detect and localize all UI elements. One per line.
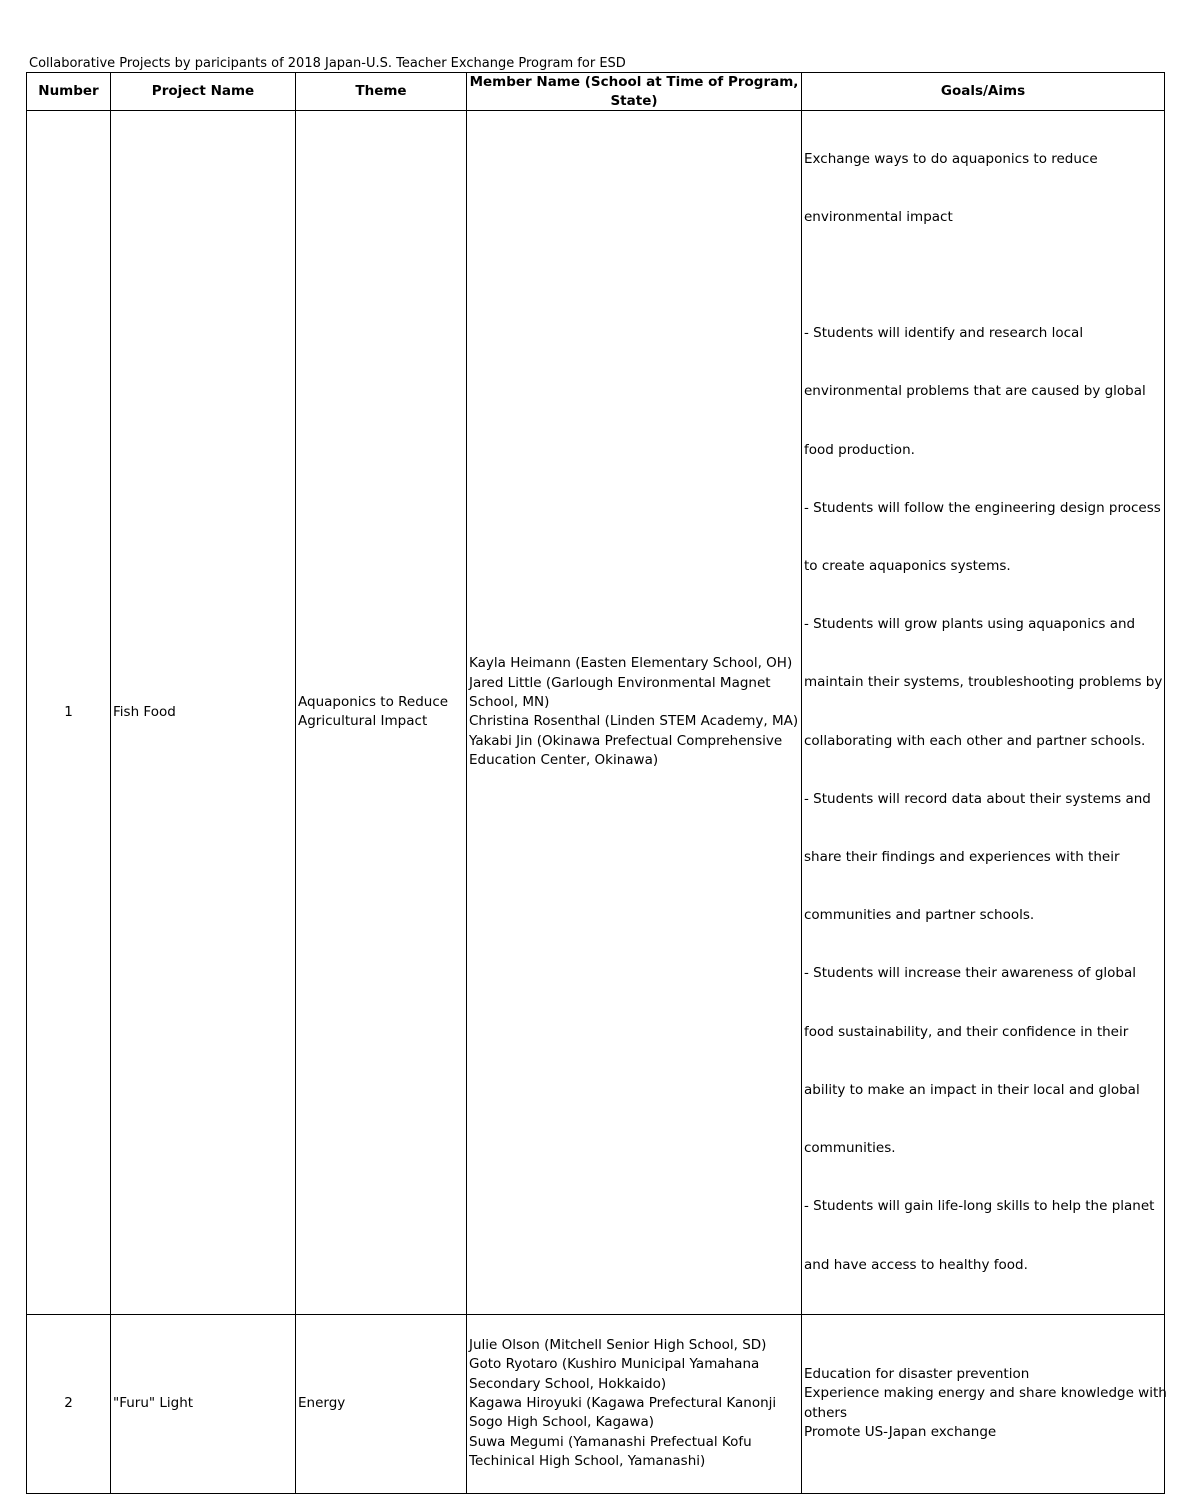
member-line: Jared Little (Garlough Environmental Magnet bbox=[469, 674, 771, 691]
theme-line: Energy bbox=[298, 1395, 346, 1412]
cell-project-name: "Furu" Light bbox=[111, 1314, 296, 1493]
table-row bbox=[27, 1314, 1165, 1493]
goal-intro-line: Exchange ways to do aquaponics to reduce bbox=[804, 150, 1098, 167]
goal-line: - Students will grow plants using aquaponics and bbox=[804, 616, 1136, 633]
cell-theme bbox=[296, 1314, 467, 1493]
cell-number: 2 bbox=[27, 1314, 111, 1493]
header-project-name: Project Name bbox=[111, 73, 296, 111]
member-line: Education Center, Okinawa) bbox=[469, 752, 659, 769]
goal-line: food production. bbox=[804, 441, 915, 458]
header-theme: Theme bbox=[296, 73, 467, 111]
member-line: Christina Rosenthal (Linden STEM Academy, MA) bbox=[469, 713, 799, 730]
header-member-name bbox=[467, 73, 802, 111]
goal-line: and have access to healthy food. bbox=[804, 1256, 1028, 1273]
goal-line: environmental problems that are caused by global bbox=[804, 383, 1146, 400]
cell-theme bbox=[296, 111, 467, 1315]
header-goals: Goals/Aims bbox=[802, 73, 1165, 111]
goal-line: communities. bbox=[804, 1140, 896, 1157]
goal-line: - Students will follow the engineering design process bbox=[804, 499, 1161, 516]
member-line: School, MN) bbox=[469, 693, 550, 710]
goal-line: Experience making energy and share knowledge with bbox=[804, 1385, 1167, 1402]
header-row bbox=[27, 73, 1165, 111]
member-line: Secondary School, Hokkaido) bbox=[469, 1375, 667, 1392]
goal-line: share their findings and experiences with their bbox=[804, 849, 1120, 866]
goal-line: - Students will record data about their systems and bbox=[804, 790, 1151, 807]
member-line: Julie Olson (Mitchell Senior High School, SD) bbox=[469, 1336, 767, 1353]
header-number: Number bbox=[27, 73, 111, 111]
goal-line: communities and partner schools. bbox=[804, 907, 1035, 924]
goal-line: food sustainability, and their confidence in their bbox=[804, 1023, 1129, 1040]
member-line: Kagawa Hiroyuki (Kagawa Prefectural Kanonji bbox=[469, 1395, 777, 1412]
member-line: Yakabi Jin (Okinawa Prefectual Comprehensive bbox=[469, 732, 783, 749]
cell-members bbox=[467, 111, 802, 1315]
projects-table bbox=[26, 72, 1165, 1494]
goal-line: others bbox=[804, 1404, 847, 1421]
goal-line: - Students will increase their awareness of global bbox=[804, 965, 1136, 982]
cell-goals bbox=[802, 111, 1165, 1315]
cell-members bbox=[467, 1314, 802, 1493]
goal-line: - Students will identify and research local bbox=[804, 325, 1084, 342]
cell-project-name: Fish Food bbox=[111, 111, 296, 1315]
table-row bbox=[27, 111, 1165, 1315]
table-caption: Collaborative Projects by paricipants of 2018 Japan-U.S. Teacher Exchange Program for ESD bbox=[29, 56, 626, 71]
goal-line: Education for disaster prevention bbox=[804, 1365, 1030, 1382]
cell-goals bbox=[802, 1314, 1165, 1493]
cell-number: 1 bbox=[27, 111, 111, 1315]
goal-line: - Students will gain life-long skills to help the planet bbox=[804, 1198, 1155, 1215]
member-line: Sogo High School, Kagawa) bbox=[469, 1414, 654, 1431]
goal-line: maintain their systems, troubleshooting problems by bbox=[804, 674, 1163, 691]
goal-line: collaborating with each other and partner schools. bbox=[804, 732, 1146, 749]
goal-intro-line: environmental impact bbox=[804, 209, 953, 226]
goal-line: ability to make an impact in their local and global bbox=[804, 1081, 1140, 1098]
member-line: Goto Ryotaro (Kushiro Municipal Yamahana bbox=[469, 1356, 760, 1373]
member-line: Suwa Megumi (Yamanashi Prefectual Kofu bbox=[469, 1433, 752, 1450]
member-line: Kayla Heimann (Easten Elementary School, OH) bbox=[469, 655, 793, 672]
goal-line: to create aquaponics systems. bbox=[804, 557, 1011, 574]
theme-line: Agricultural Impact bbox=[298, 713, 428, 730]
header-member-name-line: Member Name (School at Time of Program, bbox=[469, 74, 799, 90]
member-line: Techinical High School, Yamanashi) bbox=[469, 1453, 706, 1470]
goal-line: Promote US-Japan exchange bbox=[804, 1424, 997, 1441]
goal-spacer bbox=[804, 266, 1162, 285]
header-member-name-line: State) bbox=[610, 92, 658, 109]
theme-line: Aquaponics to Reduce bbox=[298, 693, 449, 710]
